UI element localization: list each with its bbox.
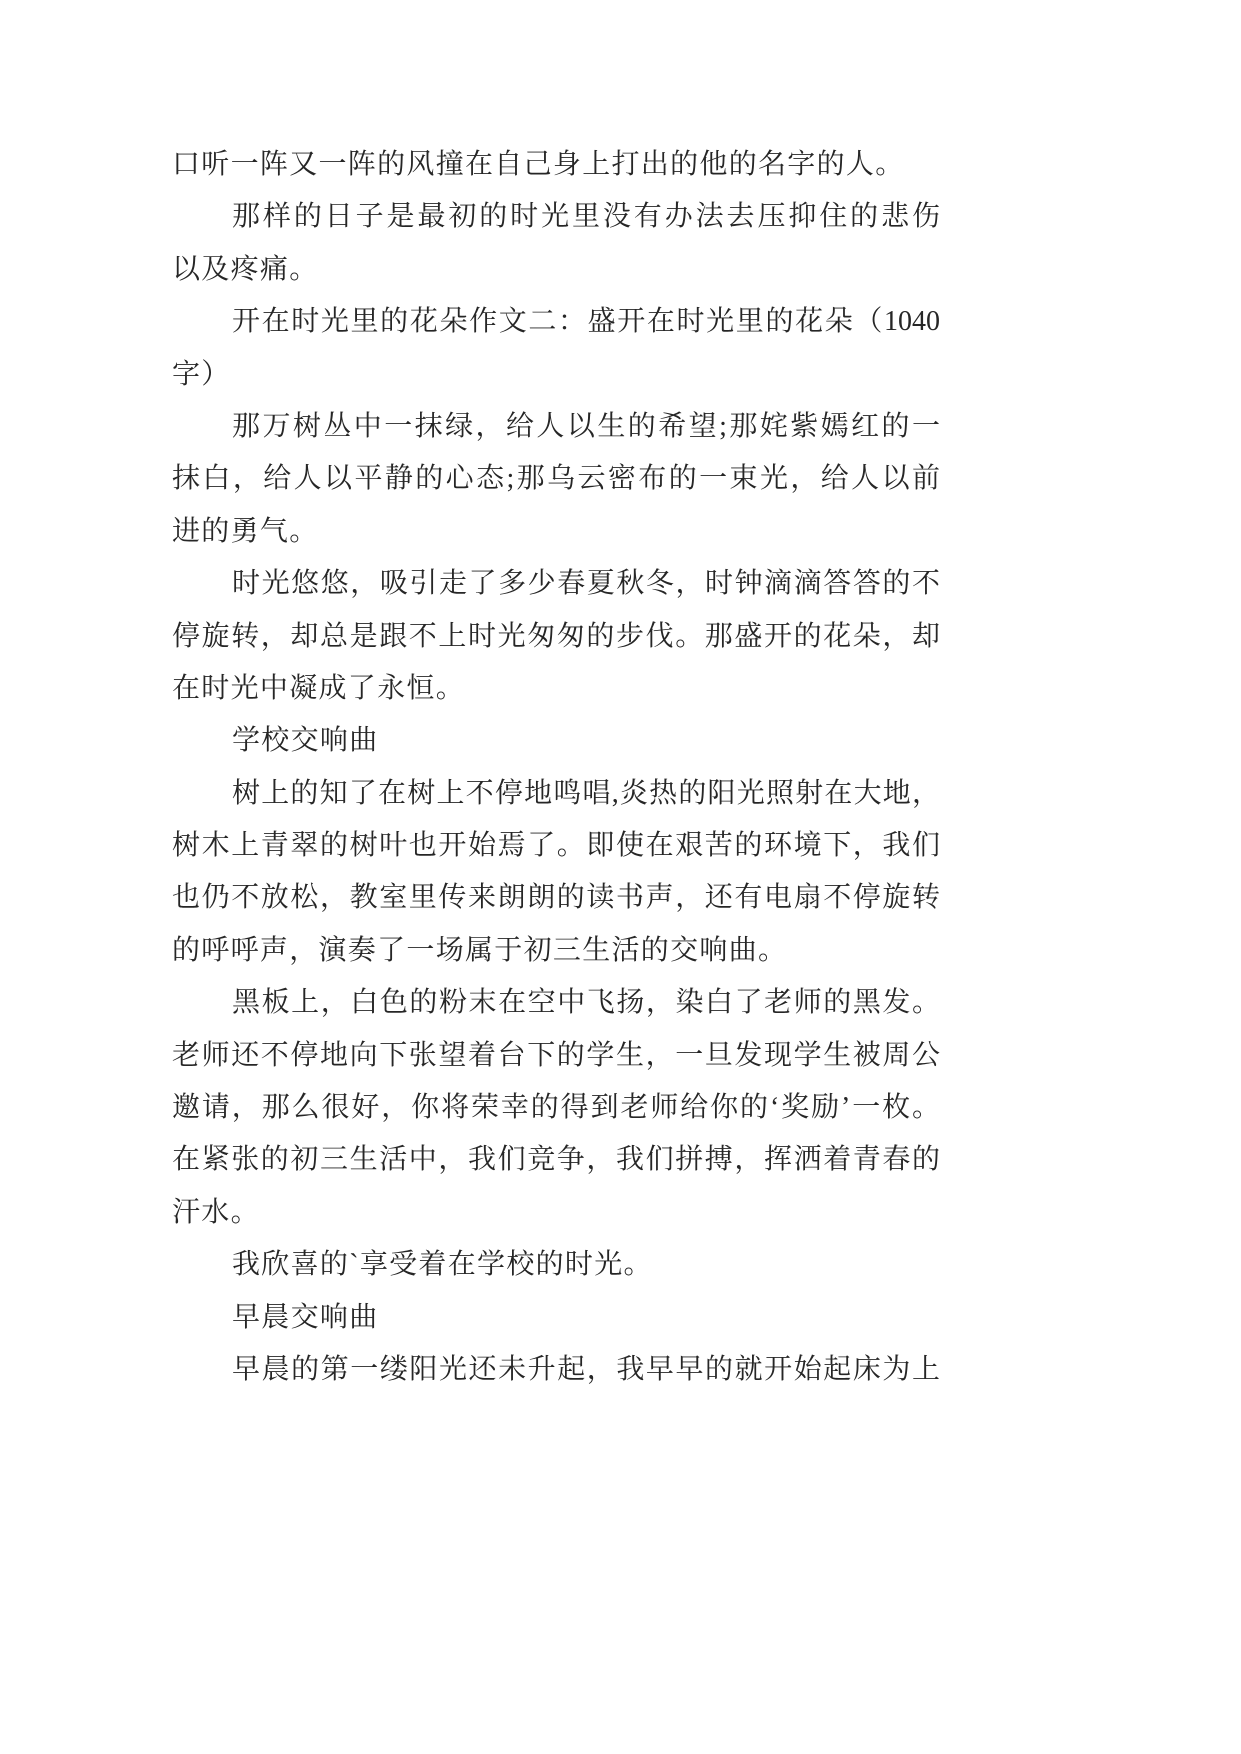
section-heading xyxy=(172,715,940,767)
text-line: 的呼呼声，演奏了一场属于初三生活的交响曲。 xyxy=(172,934,788,966)
essay-title-line: 开在时光里的花朵作文二：盛开在时光里的花朵（1040 xyxy=(232,306,940,338)
text-line: 早晨的第一缕阳光还未升起，我早早的就开始起床为上 xyxy=(232,1353,940,1385)
paragraph xyxy=(172,558,940,715)
text-line: 以及疼痛。 xyxy=(172,253,319,285)
text-line: 我欣喜的`享受着在学校的时光。 xyxy=(232,1249,653,1281)
section-heading-text: 学校交响曲 xyxy=(232,725,379,757)
paragraph xyxy=(172,401,940,558)
text-line: 时光悠悠，吸引走了多少春夏秋冬，时钟滴滴答答的不 xyxy=(232,568,940,600)
section-heading xyxy=(172,1292,940,1344)
text-line: 口听一阵又一阵的风撞在自己身上打出的他的名字的人。 xyxy=(172,149,905,180)
essay-title xyxy=(172,296,940,401)
paragraph xyxy=(172,977,940,1239)
text-line: 进的勇气。 xyxy=(172,515,319,547)
text-line: 那万树丛中一抹绿，给人以生的希望;那姹紫嫣红的一 xyxy=(232,410,940,442)
text-line: 老师还不停地向下张望着台下的学生，一旦发现学生被周公 xyxy=(172,1039,940,1071)
text-line: 黑板上，白色的粉末在空中飞扬，染白了老师的黑发。 xyxy=(232,987,940,1019)
text-line: 停旋转，却总是跟不上时光匆匆的步伐。那盛开的花朵，却 xyxy=(172,620,940,652)
section-heading-text: 早晨交响曲 xyxy=(232,1301,379,1333)
text-line: 抹白，给人以平静的心态;那乌云密布的一束光，给人以前 xyxy=(172,463,940,495)
text-line: 那样的日子是最初的时光里没有办法去压抑住的悲伤 xyxy=(232,201,940,233)
text-line: 邀请，那么很好，你将荣幸的得到老师给你的‘奖励’一枚。 xyxy=(172,1092,940,1124)
essay-title-line: 字） xyxy=(172,358,231,390)
text-line: 在紧张的初三生活中，我们竞争，我们拼搏，挥洒着青春的 xyxy=(172,1144,940,1176)
text-line: 树上的知了在树上不停地鸣唱,炎热的阳光照射在大地， xyxy=(232,777,940,809)
text-line: 在时光中凝成了永恒。 xyxy=(172,672,466,704)
text-line: 树木上青翠的树叶也开始焉了。即使在艰苦的环境下，我们 xyxy=(172,830,940,862)
text-line: 汗水。 xyxy=(172,1196,260,1228)
paragraph xyxy=(172,1344,940,1396)
text-line: 也仍不放松，教室里传来朗朗的读书声，还有电扇不停旋转 xyxy=(172,882,940,914)
paragraph xyxy=(172,191,940,296)
document-body xyxy=(172,139,940,1396)
paragraph xyxy=(172,768,940,978)
paragraph xyxy=(172,1239,940,1291)
paragraph xyxy=(172,139,940,191)
